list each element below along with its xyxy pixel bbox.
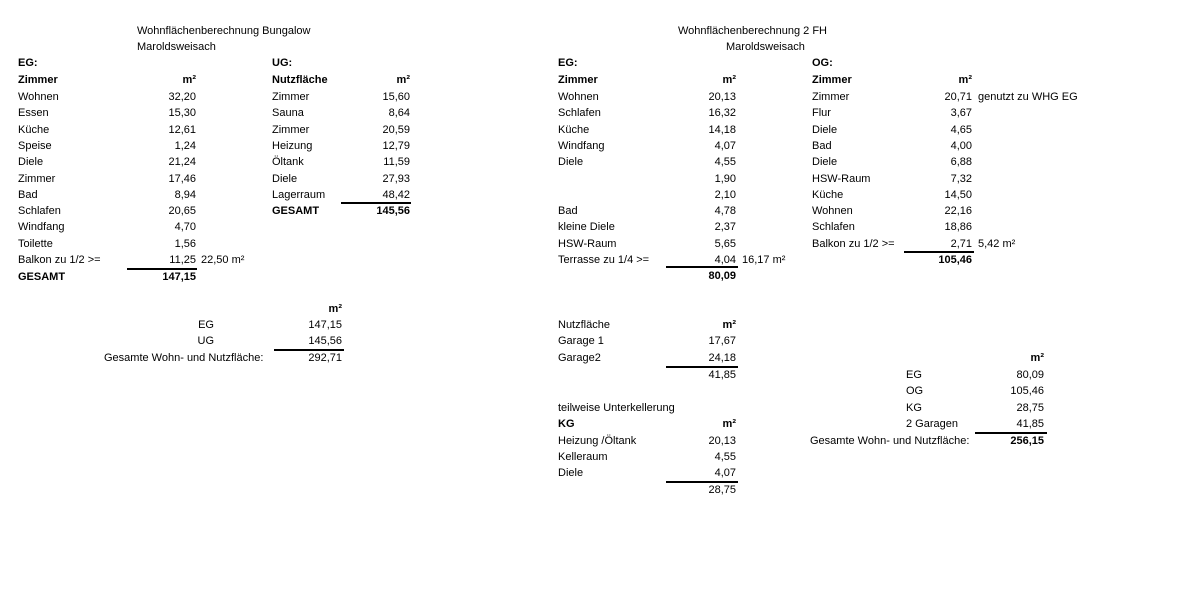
bungalow-eg-row-name: Balkon zu 1/2 >= [18, 254, 101, 266]
fh-eg-row-name: Bad [558, 205, 578, 218]
bungalow-summary-total-label: Gesamte Wohn- und Nutzfläche: [104, 352, 264, 364]
bungalow-summary-eg-label: EG [198, 319, 214, 331]
fh-og-row-value: 20,71 [944, 91, 972, 103]
fh-eg-row-value: 1,90 [714, 172, 736, 185]
bungalow-ug-col-room: Nutzfläche [272, 74, 328, 86]
fh-eg-row-name: Terrasse zu 1/4 >= [558, 254, 650, 266]
bungalow-ug-row-name: Zimmer [272, 123, 310, 136]
fh-kg-row-name: Kelleraum [558, 451, 608, 463]
fh-summary-garagen-value: 41,85 [1016, 418, 1044, 430]
fh-nutz-row-name: Garage 1 [558, 335, 604, 347]
fh-eg-row-value: 16,32 [708, 107, 736, 120]
bungalow-eg-row-value: 12,61 [168, 123, 196, 136]
fh-kg-row-value: 4,07 [714, 467, 736, 479]
bungalow-ug-heading: UG: [272, 57, 293, 69]
fh-eg-row-value: 2,10 [714, 188, 736, 201]
fh-og-col-unit: m² [958, 74, 972, 86]
fh-eg-col-room: Zimmer [558, 74, 598, 86]
bungalow-summary-ug-label: UG [197, 335, 214, 347]
fh-eg-row-value: 2,37 [714, 221, 736, 234]
fh-eg-row-name: Diele [558, 156, 584, 169]
fh-og-row-value: 18,86 [944, 221, 972, 234]
fh-eg-sum-line [666, 266, 738, 268]
bungalow-ug-row-value: 20,59 [382, 123, 410, 136]
bungalow-ug-col-unit: m² [396, 74, 410, 86]
bungalow-eg-col-unit: m² [182, 74, 196, 86]
fh-og-row-name: Flur [812, 107, 831, 120]
bungalow-eg-row-value: 17,46 [168, 172, 196, 185]
fh-eg-row-value: 4,07 [714, 139, 736, 152]
bungalow-eg-total: 147,15 [162, 271, 196, 283]
fh-summary-kg-label: KG [906, 402, 922, 414]
bungalow-ug-row-name: Heizung [272, 139, 313, 152]
bungalow-eg-row-name: Wohnen [18, 91, 59, 103]
bungalow-ug-row-name: Zimmer [272, 91, 310, 103]
fh-summary-og-value: 105,46 [1010, 385, 1044, 397]
fh-eg-row-name: Windfang [558, 139, 605, 152]
fh-subtitle: Maroldsweisach [726, 41, 805, 53]
bungalow-ug-row-name: Sauna [272, 107, 304, 120]
bungalow-ug-row-name: Öltank [272, 156, 304, 169]
fh-nutz-row-value: 24,18 [708, 352, 736, 364]
bungalow-title: Wohnflächenberechnung Bungalow [137, 25, 311, 37]
fh-eg-row-note: 16,17 m² [742, 254, 786, 266]
bungalow-eg-sum-line [127, 268, 197, 270]
fh-og-row-value: 6,88 [950, 156, 972, 169]
fh-eg-row-value: 20,13 [708, 91, 736, 103]
bungalow-eg-total-label: GESAMT [18, 271, 66, 283]
fh-og-row-note: genutzt zu WHG EG [978, 91, 1078, 103]
fh-kg-row-value: 20,13 [708, 435, 736, 447]
fh-og-row-name: Wohnen [812, 205, 853, 218]
fh-summary-eg-label: EG [906, 369, 922, 381]
fh-kg-heading: KG [558, 418, 575, 430]
fh-nutz-heading: Nutzfläche [558, 319, 610, 331]
fh-summary-total: 256,15 [1010, 435, 1044, 447]
bungalow-eg-row-name: Windfang [18, 221, 65, 234]
bungalow-eg-row-value: 8,94 [174, 188, 196, 201]
bungalow-eg-row-value: 21,24 [168, 156, 196, 169]
fh-kg-row-value: 4,55 [714, 451, 736, 463]
fh-eg-heading: EG: [558, 57, 578, 69]
bungalow-ug-row-value: 27,93 [382, 172, 410, 185]
fh-og-row-name: Balkon zu 1/2 >= [812, 237, 895, 250]
fh-kg-total: 28,75 [708, 484, 736, 496]
fh-eg-total: 80,09 [708, 270, 736, 282]
bungalow-summary-unit: m² [328, 303, 342, 315]
fh-title: Wohnflächenberechnung 2 FH [678, 25, 828, 37]
fh-eg-row-value: 4,55 [714, 156, 736, 169]
fh-summary-unit: m² [1030, 352, 1044, 364]
fh-nutz-row-value: 17,67 [708, 335, 736, 347]
fh-eg-row-name: Wohnen [558, 91, 599, 103]
fh-eg-row-name: kleine Diele [558, 221, 615, 234]
bungalow-eg-row-value: 15,30 [168, 107, 196, 120]
fh-nutz-sum-line [666, 366, 738, 368]
fh-og-row-name: Bad [812, 139, 832, 152]
bungalow-ug-total-label: GESAMT [272, 205, 320, 217]
fh-kg-sum-line [666, 481, 738, 483]
fh-og-row-name: Küche [812, 188, 844, 201]
fh-og-col-room: Zimmer [812, 74, 852, 86]
fh-og-row-value: 7,32 [950, 172, 972, 185]
fh-summary-og-label: OG [906, 385, 924, 397]
bungalow-eg-row-name: Essen [18, 107, 49, 120]
fh-og-row-name: Diele [812, 123, 838, 136]
fh-eg-row-value: 14,18 [708, 123, 736, 136]
fh-summary-total-label: Gesamte Wohn- und Nutzfläche: [810, 435, 970, 447]
bungalow-ug-row-value: 12,79 [382, 139, 410, 152]
fh-nutz-unit: m² [722, 319, 736, 331]
bungalow-eg-row-value: 11,25 [169, 254, 196, 266]
fh-og-total: 105,46 [938, 254, 972, 266]
bungalow-ug-row-name: Lagerraum [272, 188, 326, 201]
fh-kg-unit: m² [722, 418, 736, 430]
fh-og-sum-line [904, 251, 974, 253]
bungalow-eg-row-name: Zimmer [18, 172, 56, 185]
bungalow-eg-row-name: Bad [18, 188, 38, 201]
fh-og-row-note: 5,42 m² [978, 237, 1016, 250]
bungalow-ug-sum-line [341, 202, 411, 204]
fh-eg-row-value: 4,04 [714, 254, 736, 266]
bungalow-eg-heading: EG: [18, 57, 38, 69]
fh-kg-row-name: Diele [558, 467, 584, 479]
fh-og-row-name: Diele [812, 156, 838, 169]
fh-nutz-total: 41,85 [708, 369, 736, 381]
fh-eg-row-name: Schlafen [558, 107, 601, 120]
fh-og-row-name: HSW-Raum [812, 172, 871, 185]
bungalow-summary-eg-value: 147,15 [308, 319, 342, 331]
bungalow-eg-row-name: Küche [18, 123, 50, 136]
fh-summary-eg-value: 80,09 [1016, 369, 1044, 381]
bungalow-eg-row-note: 22,50 m² [201, 254, 245, 266]
fh-og-row-name: Zimmer [812, 91, 850, 103]
bungalow-eg-row-value: 1,24 [174, 139, 196, 152]
fh-eg-row-value: 5,65 [714, 237, 736, 250]
fh-kg-row-name: Heizung /Öltank [558, 435, 637, 447]
bungalow-ug-row-value: 11,59 [383, 156, 410, 169]
bungalow-eg-row-name: Speise [18, 139, 52, 152]
bungalow-eg-row-name: Schlafen [18, 205, 61, 218]
fh-og-row-name: Schlafen [812, 221, 855, 234]
fh-kg-intro: teilweise Unterkellerung [558, 402, 675, 414]
fh-eg-row-name: Küche [558, 123, 590, 136]
fh-summary-kg-value: 28,75 [1016, 402, 1044, 414]
bungalow-summary-ug-value: 145,56 [308, 335, 342, 347]
bungalow-ug-row-value: 15,60 [382, 91, 410, 103]
fh-og-heading: OG: [812, 57, 833, 69]
bungalow-ug-row-value: 48,42 [382, 188, 410, 201]
bungalow-ug-row-value: 8,64 [388, 107, 410, 120]
bungalow-eg-row-name: Diele [18, 156, 44, 169]
fh-eg-col-unit: m² [722, 74, 736, 86]
fh-eg-row-value: 4,78 [714, 205, 736, 218]
fh-summary-garagen-label: 2 Garagen [906, 418, 958, 430]
fh-og-row-value: 4,65 [950, 123, 972, 136]
fh-nutz-row-name: Garage2 [558, 352, 601, 364]
bungalow-ug-row-name: Diele [272, 172, 298, 185]
bungalow-ug-total: 145,56 [376, 205, 410, 217]
bungalow-eg-row-name: Toilette [18, 237, 53, 250]
fh-og-row-value: 14,50 [944, 188, 972, 201]
bungalow-eg-row-value: 32,20 [168, 91, 196, 103]
fh-og-row-value: 22,16 [944, 205, 972, 218]
bungalow-eg-row-value: 20,65 [168, 205, 196, 218]
bungalow-summary-total: 292,71 [308, 352, 342, 364]
fh-og-row-value: 3,67 [950, 107, 972, 120]
fh-eg-row-name: HSW-Raum [558, 237, 617, 250]
bungalow-summary-sum-line [274, 349, 344, 351]
fh-og-row-value: 2,71 [950, 237, 972, 250]
bungalow-eg-col-room: Zimmer [18, 74, 58, 86]
fh-og-row-value: 4,00 [950, 139, 972, 152]
fh-summary-sum-line [975, 432, 1047, 434]
bungalow-eg-row-value: 1,56 [174, 237, 196, 250]
bungalow-subtitle: Maroldsweisach [137, 41, 216, 53]
bungalow-eg-row-value: 4,70 [174, 221, 196, 234]
